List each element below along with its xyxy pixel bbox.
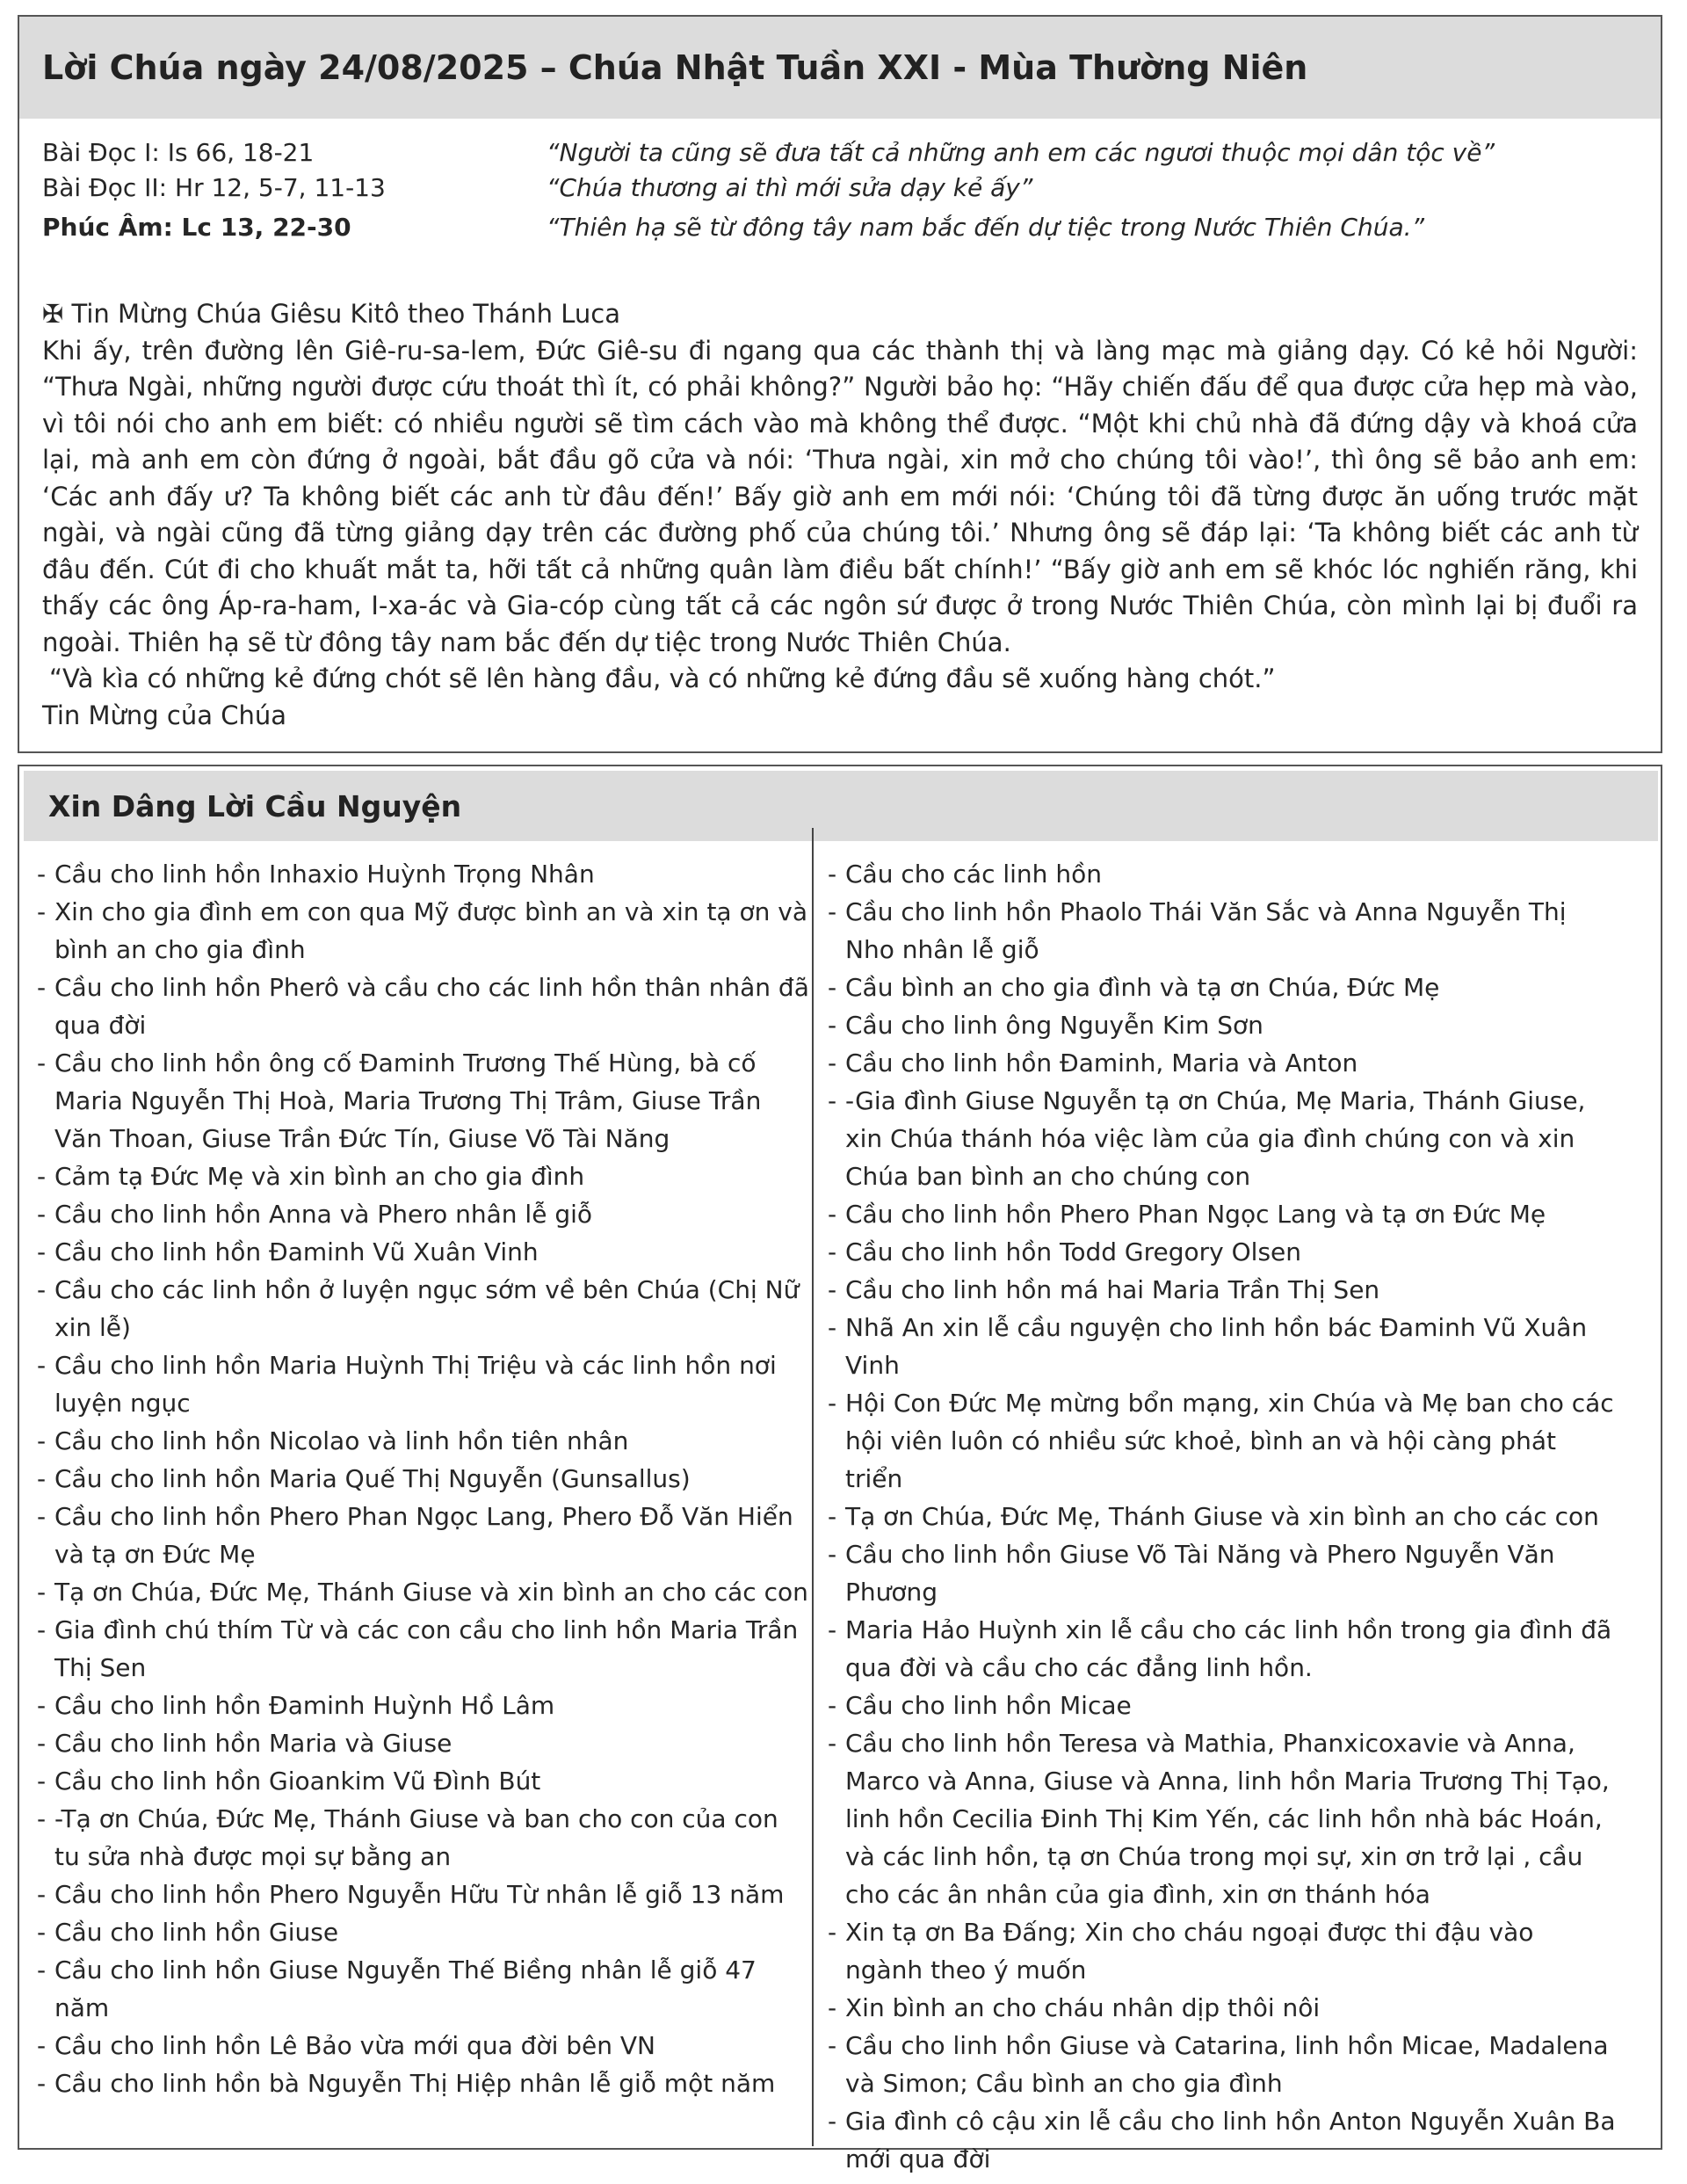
gospel-body: Khi ấy, trên đường lên Giê-ru-sa-lem, Đức Giê-su đi ngang qua các thành thị và làng mạc mà giảng dạy. Có kẻ hỏi Người: “Thưa Ngài, những người được cứu thoát thì ít, có phải không?” Người bảo họ: “Hãy chiến đấu để qua được cửa hẹp mà vào, vì tôi nói cho anh em biết: có nhiều người sẽ tìm cách vào mà không thể được. “Một khi chủ nhà đã đứng dậy và khoá cửa lại, mà anh em còn đứng ở ngoài, bắt đầu gõ cửa và nói: ‘Thưa ngài, xin mở cho chúng tôi vào!’, thì ông sẽ bảo anh em: ‘Các anh đấy ư? Ta không biết các anh từ đâu đến!’ Bấy giờ anh em mới nói: ‘Chúng tôi đã từng được ăn uống trước mặt ngài, và ngài cũng đã từng giảng dạy trên các đường phố của chúng tôi.’ Nhưng ông sẽ đáp lại: ‘Ta không biết các anh từ đâu đến. Cút đi cho khuất mắt ta, hỡi tất cả những quân làm điều bất chính!’ “Bấy giờ anh em sẽ khóc lóc nghiến răng, khi thấy các ông Áp-ra-ham, I-xa-ác và Gia-cóp cùng tất cả các ngôn sứ được ở trong Nước Thiên Chúa, còn mình lại bị đuổi ra ngoài. Thiên hạ sẽ từ đông tây nam bắc đến dự tiệc trong Nước Thiên Chúa. — [42, 335, 1638, 657]
prayer-item: - Cầu cho các linh hồn — [828, 855, 1618, 893]
readings-list — [42, 134, 1495, 249]
gospel-closing: Tin Mừng của Chúa — [42, 700, 286, 730]
prayer-item: - Tạ ơn Chúa, Đức Mẹ, Thánh Giuse và xin bình an cho các con — [828, 1498, 1618, 1535]
prayer-item: - Cầu cho linh hồn Maria Huỳnh Thị Triệu và các linh hồn nơi luyện ngục — [37, 1346, 810, 1422]
prayer-item: - Cầu cho linh hồn Todd Gregory Olsen — [828, 1233, 1618, 1271]
prayer-item: - Cảm tạ Đức Mẹ và xin bình an cho gia đình — [37, 1157, 810, 1195]
prayer-item: - Hội Con Đức Mẹ mừng bổn mạng, xin Chúa và Mẹ ban cho các hội viên luôn có nhiều sức khoẻ, bình an và hội càng phát triển — [828, 1384, 1618, 1498]
prayer-item: - Cầu cho linh hồn Pherô và cầu cho các linh hồn thân nhân đã qua đời — [37, 969, 810, 1044]
prayers-right-column — [828, 855, 1618, 2178]
prayer-item: - Cầu cho linh hồn Maria Quế Thị Nguyễn (Gunsallus) — [37, 1460, 810, 1498]
prayer-item: - Cầu cho linh hồn Gioankim Vũ Đình Bút — [37, 1762, 810, 1800]
prayer-item: - -Gia đình Giuse Nguyễn tạ ơn Chúa, Mẹ Maria, Thánh Giuse, xin Chúa thánh hóa việc làm của gia đình chúng con và xin Chúa ban bình an cho chúng con — [828, 1082, 1618, 1195]
prayer-item: - Cầu cho linh hồn Giuse Võ Tài Năng và Phero Nguyễn Văn Phương — [828, 1535, 1618, 1611]
prayers-header — [24, 771, 1658, 841]
reading-quote: “Chúa thương ai thì mới sửa dạy kẻ ấy” — [547, 172, 1033, 202]
gospel-box — [18, 15, 1662, 753]
prayer-item: - Cầu cho linh hồn Đaminh, Maria và Anton — [828, 1044, 1618, 1082]
prayer-item: - Xin tạ ơn Ba Đấng; Xin cho cháu ngoại được thi đậu vào ngành theo ý muốn — [828, 1913, 1618, 1989]
prayer-item: - Cầu cho linh hồn Giuse và Catarina, linh hồn Micae, Madalena và Simon; Cầu bình an cho gia đình — [828, 2027, 1618, 2102]
gospel-text — [42, 296, 1638, 734]
prayers-left-column — [37, 855, 810, 2102]
reading-first — [42, 134, 1495, 170]
reading-quote: “Thiên hạ sẽ từ đông tây nam bắc đến dự tiệc trong Nước Thiên Chúa.” — [547, 212, 1425, 242]
gospel-header — [19, 17, 1661, 119]
prayers-box — [18, 765, 1662, 2173]
prayer-item: - Tạ ơn Chúa, Đức Mẹ, Thánh Giuse và xin bình an cho các con — [37, 1573, 810, 1611]
prayer-item: - Cầu cho linh hồn Phero Phan Ngọc Lang, Phero Đỗ Văn Hiển và tạ ơn Đức Mẹ — [37, 1498, 810, 1573]
prayer-item: - Nhã An xin lễ cầu nguyện cho linh hồn bác Đaminh Vũ Xuân Vinh — [828, 1309, 1618, 1384]
prayer-item: - Cầu cho linh hồn Inhaxio Huỳnh Trọng Nhân — [37, 855, 810, 893]
prayer-item: - Cầu cho linh hồn Micae — [828, 1687, 1618, 1724]
reading-ref: Phúc Âm: Lc 13, 22-30 — [42, 212, 351, 242]
reading-second — [42, 170, 1495, 205]
reading-ref: Bài Đọc I: Is 66, 18-21 — [42, 137, 315, 167]
prayer-item: - Cầu cho linh hồn Phero Phan Ngọc Lang và tạ ơn Đức Mẹ — [828, 1195, 1618, 1233]
reading-quote: “Người ta cũng sẽ đưa tất cả những anh em các ngươi thuộc mọi dân tộc về” — [547, 137, 1495, 167]
prayer-item: - Cầu cho linh hồn bà Nguyễn Thị Hiệp nhân lễ giỗ một năm — [37, 2064, 810, 2102]
prayer-item: - Cầu cho linh hồn Anna và Phero nhân lễ giỗ — [37, 1195, 810, 1233]
prayer-item: - Cầu cho linh hồn Lê Bảo vừa mới qua đời bên VN — [37, 2027, 810, 2064]
prayer-item: - Cầu cho linh hồn Đaminh Vũ Xuân Vinh — [37, 1233, 810, 1271]
prayer-item: - Xin cho gia đình em con qua Mỹ được bình an và xin tạ ơn và bình an cho gia đình — [37, 893, 810, 969]
prayer-item: - Gia đình cô cậu xin lễ cầu cho linh hồn Anton Nguyễn Xuân Ba mới qua đời — [828, 2102, 1618, 2178]
prayer-item: - Cầu cho linh hồn Phaolo Thái Văn Sắc và Anna Nguyễn Thị Nho nhân lễ giỗ — [828, 893, 1618, 969]
prayer-item: - Cầu cho linh hồn má hai Maria Trần Thị Sen — [828, 1271, 1618, 1309]
page-title: Lời Chúa ngày 24/08/2025 – Chúa Nhật Tuần XXI - Mùa Thường Niên — [42, 48, 1308, 87]
prayer-item: - Gia đình chú thím Từ và các con cầu cho linh hồn Maria Trần Thị Sen — [37, 1611, 810, 1687]
prayer-item: - -Tạ ơn Chúa, Đức Mẹ, Thánh Giuse và ban cho con của con tu sửa nhà được mọi sự bằng an — [37, 1800, 810, 1876]
gospel-heading: ✠ Tin Mừng Chúa Giêsu Kitô theo Thánh Luca — [42, 299, 621, 329]
prayer-item: - Cầu cho linh hồn Teresa và Mathia, Phanxicoxavie và Anna, Marco và Anna, Giuse và Anna, linh hồn Maria Trương Thị Tạo, linh hồn Cecilia Đinh Thị Kim Yến, các linh hồn nhà bác Hoán, và các linh hồn, tạ ơn Chúa trong mọi sự, xin ơn trở lại , cầu cho các ân nhân của gia đình, xin ơn thánh hóa — [828, 1724, 1618, 1913]
prayer-item: - Cầu cho linh hồn Giuse Nguyễn Thế Biềng nhân lễ giỗ 47 năm — [37, 1951, 810, 2027]
prayer-item: - Cầu cho linh hồn Nicolao và linh hồn tiên nhân — [37, 1422, 810, 1460]
prayer-item: - Cầu cho linh ông Nguyễn Kim Sơn — [828, 1006, 1618, 1044]
reading-gospel — [42, 205, 1495, 249]
prayer-item: - Cầu bình an cho gia đình và tạ ơn Chúa, Đức Mẹ — [828, 969, 1618, 1006]
prayer-item: - Cầu cho linh hồn Đaminh Huỳnh Hồ Lâm — [37, 1687, 810, 1724]
prayer-item: - Cầu cho linh hồn ông cố Đaminh Trương Thế Hùng, bà cố Maria Nguyễn Thị Hoà, Maria Trương Thị Trâm, Giuse Trần Văn Thoan, Giuse Trần Đức Tín, Giuse Võ Tài Năng — [37, 1044, 810, 1157]
prayer-item: - Cầu cho các linh hồn ở luyện ngục sớm về bên Chúa (Chị Nữ xin lễ) — [37, 1271, 810, 1346]
column-divider — [812, 828, 814, 2146]
prayer-item: - Cầu cho linh hồn Maria và Giuse — [37, 1724, 810, 1762]
prayer-item: - Maria Hảo Huỳnh xin lễ cầu cho các linh hồn trong gia đình đã qua đời và cầu cho các đẳng linh hồn. — [828, 1611, 1618, 1687]
prayers-title: Xin Dâng Lời Cầu Nguyện — [48, 788, 462, 824]
reading-ref: Bài Đọc II: Hr 12, 5-7, 11-13 — [42, 172, 386, 202]
prayer-item: - Cầu cho linh hồn Giuse — [37, 1913, 810, 1951]
gospel-last-line: “Và kìa có những kẻ đứng chót sẽ lên hàng đầu, và có những kẻ đứng đầu sẽ xuống hàng chót.” — [49, 664, 1276, 693]
prayer-item: - Cầu cho linh hồn Phero Nguyễn Hữu Từ nhân lễ giỗ 13 năm — [37, 1876, 810, 1913]
prayer-item: - Xin bình an cho cháu nhân dịp thôi nôi — [828, 1989, 1618, 2027]
